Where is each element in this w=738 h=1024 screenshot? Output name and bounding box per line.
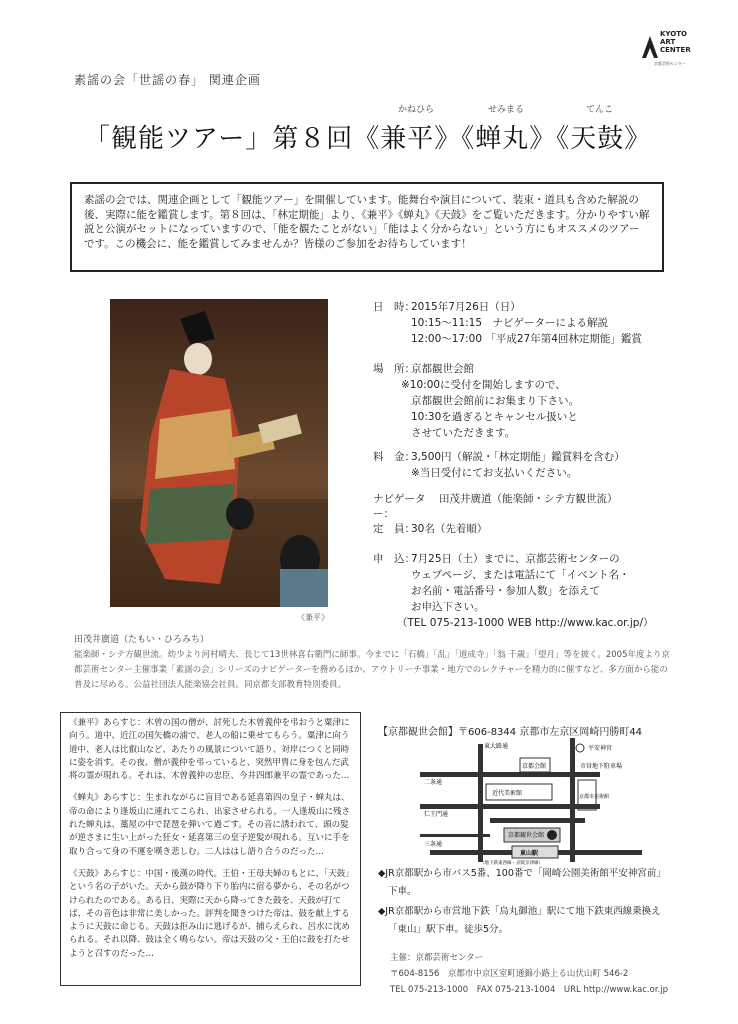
- event-date: 2015年7月26日（日）: [411, 301, 521, 313]
- logo-subtext: 京都芸術センター: [654, 61, 686, 66]
- map-label-kanze: 京都観世会館: [508, 832, 545, 839]
- synopsis-semimaru: 《蝉丸》あらすじ：生まれながらに盲目である延喜第四の皇子・蝉丸は、帝の命により逢坂山に連れてこられ、出家させられる。一人逢坂山に残された蝉丸は、藁屋の中で琵琶を弾いて過ごす。その音に誘われて、頭の髪が逆さまに生い上がった狂女・延喜第三の皇子逆髪が現れる。互いに手を取り合って身の不運を嘆き悲しむ。二人ははし語り合うのだった…: [69, 793, 351, 857]
- place-label: 場 所：: [373, 363, 415, 375]
- map-label-kindai: 近代美術館: [492, 790, 523, 797]
- access-line-2b: 「東山」駅下車。徒歩5分。: [388, 924, 509, 935]
- navigator-bio-name: 田茂井廣道（たもい・ひろみち）: [74, 635, 210, 645]
- apply-line-3: お名前・電話番号・参加人数」を添えて: [411, 585, 600, 597]
- organizer-line-1: 主催：京都芸術センター: [390, 953, 484, 963]
- event-fee: 3,500円（解説・「林定期能」鑑賞料を含む）: [411, 451, 625, 463]
- event-capacity: 30名（先着順）: [411, 523, 488, 535]
- page-title: 「観能ツアー」第８回《兼平》《蝉丸》《天鼓》: [84, 124, 652, 154]
- fee-label: 料 金：: [373, 451, 415, 463]
- organizer-line-2: 〒604-8156 京都市中京区室町通錦小路上る山伏山町 546-2: [390, 969, 629, 979]
- ruby-tenko: てんこ: [586, 105, 614, 115]
- map-label-kaikan: 京都会館: [522, 763, 547, 770]
- noh-performance-photo: [110, 299, 328, 607]
- ruby-kanehira: かねひら: [398, 105, 435, 115]
- navigator-bio: 能楽師・シテ方観世流。幼少より河村晴夫、長じて13世林喜右衛門に師事。今までに「石橋」「乱」「道成寺」「翁 千歳」「望月」等を披く。2005年度より京都芸術センター主催事業「素謡の会」シリーズのナビゲーターを務めるほか、アウトリーチ事業・地方でのレクチャーを精力的に催すなど、多方面から能の普及に尽める。公益社団法人能楽協会社員。同京都支部教育特別委員。: [74, 650, 670, 690]
- ruby-semimaru: せみまる: [488, 105, 525, 115]
- event-subtitle: 素謡の会「世謡の春」 関連企画: [74, 73, 261, 87]
- contact-info: （TEL 075-213-1000 WEB http://www.kac.or.jp/）: [397, 617, 654, 629]
- map-label-heian: 平安神宮: [588, 745, 613, 752]
- place-note-3: 10:30を過ぎるとキャンセル扱いと: [411, 411, 578, 423]
- map-label-parking: 市営地下駐車場: [580, 763, 623, 770]
- organizer-line-3: TEL 075-213-1000 FAX 075-213-1004 URL http://www.kac.or.jp: [390, 985, 668, 995]
- synopsis-box: [60, 712, 361, 986]
- map-label-niomon: 仁王門通: [424, 811, 449, 818]
- access-map: [420, 738, 642, 866]
- navigator-name: 田茂井廣道（能楽師・シテ方観世流）: [439, 493, 618, 505]
- apply-label: 申 込：: [373, 553, 415, 565]
- intro-box: 素謡の会では、関連企画として「観能ツアー」を開催しています。能舞台や演目について、装束・道具も含めた解説の後、実際に能を鑑賞します。第８回は、「林定期能」より、《兼平》《蝉丸》《天鼓》をご覧いただきます。分かりやすい解説と公演がセットになっていますので、「能を観たことがない」「能はよく分からない」という方にもオススメのツアーです。この機会に、能を鑑賞してみませんか？皆様のご参加をお待ちしています！: [70, 182, 664, 272]
- map-label-subway: （地下鉄東西線・京阪京津線）: [480, 861, 543, 866]
- photo-caption: 《兼平》: [297, 613, 329, 622]
- apply-line-2: ウェブページ、または電話にて「イベント名・: [411, 569, 630, 581]
- venue-title: 【京都観世会館】〒606-8344 京都市左京区岡崎円勝町44: [378, 727, 643, 738]
- date-label: 日 時：: [373, 301, 415, 313]
- map-label-higashioji: 東大路通: [484, 743, 509, 750]
- map-label-nijo: 二条通: [424, 779, 443, 786]
- logo-line1: KYOTO: [660, 30, 687, 38]
- place-note-2: 京都観世会館前にお集まり下さい。: [411, 395, 579, 407]
- access-line-1: ◆JR京都駅から市バス5番、100番で「岡崎公園美術館平安神宮前」: [378, 868, 666, 879]
- capacity-label: 定 員：: [373, 523, 415, 535]
- place-note-1: ※10:00に受付を開始しますので、: [401, 379, 566, 391]
- logo-line3: CENTER: [660, 46, 691, 54]
- synopsis-kanehira: 《兼平》あらすじ：木曽の国の僧が、討死した木曽義仲を弔おうと粟津に向う。道中、近江の国矢橋の浦で、老人の船に乗せてもらう。粟津に向う道中、老人は比叡山など、あたりの風景について語り、対岸につくと同時に姿を消す。その夜、僧が義仲を弔っていると、突然甲冑に身を包んだ武将の霊が現れる。それは、木曽義仲の忠臣、今井四郎兼平の霊であった…: [69, 718, 350, 782]
- event-place: 京都観世会館: [411, 363, 474, 375]
- time-slot-2: 12:00〜17:00 「平成27年第4回林定期能」鑑賞: [411, 333, 642, 345]
- access-line-1b: 下車。: [388, 886, 417, 897]
- logo-mark-icon: [640, 32, 660, 60]
- time-slot-1: 10:15〜11:15 ナビゲーターによる解説: [411, 317, 609, 329]
- map-label-higashiyama: 東山駅: [520, 850, 539, 857]
- synopsis-tenko: 《天鼓》あらすじ：中国・後漢の時代。王伯・王母夫婦のもとに、「天鼓」という名の子がいた。天から鼓が降り下り胎内に宿る夢から、その名がつけられたのである。ある日、実際に天から降ってきた鼓を、天鼓が打てば、その音色は非常に美しかった。評判を聞きつけた帝は、鼓を献上するように天鼓に命じる。天鼓は拒み山に逃げるが、捕らえられ、呂水に沈められる。それ以降、鼓は全く鳴らない。帝は天鼓の父・王伯に鼓を打たせようと召すのだった…: [69, 868, 351, 959]
- kyoto-art-center-logo: [640, 30, 720, 70]
- map-label-bijutsukan: 京都市美術館: [579, 794, 610, 800]
- fee-note: ※当日受付にてお支払いください。: [411, 467, 578, 479]
- place-note-4: させていただきます。: [411, 427, 516, 439]
- navigator-label: ナビゲーター：: [373, 493, 426, 520]
- map-label-sanjo: 三条通: [424, 841, 443, 848]
- apply-line-4: お申込下さい。: [411, 601, 485, 613]
- access-line-2: ◆JR京都駅から市営地下鉄「烏丸御池」駅にて地下鉄東西線乗換え: [378, 906, 661, 917]
- apply-line-1: 7月25日（土）までに、京都芸術センターの: [411, 553, 620, 565]
- logo-line2: ART: [660, 38, 676, 46]
- organizer-info: [390, 950, 668, 998]
